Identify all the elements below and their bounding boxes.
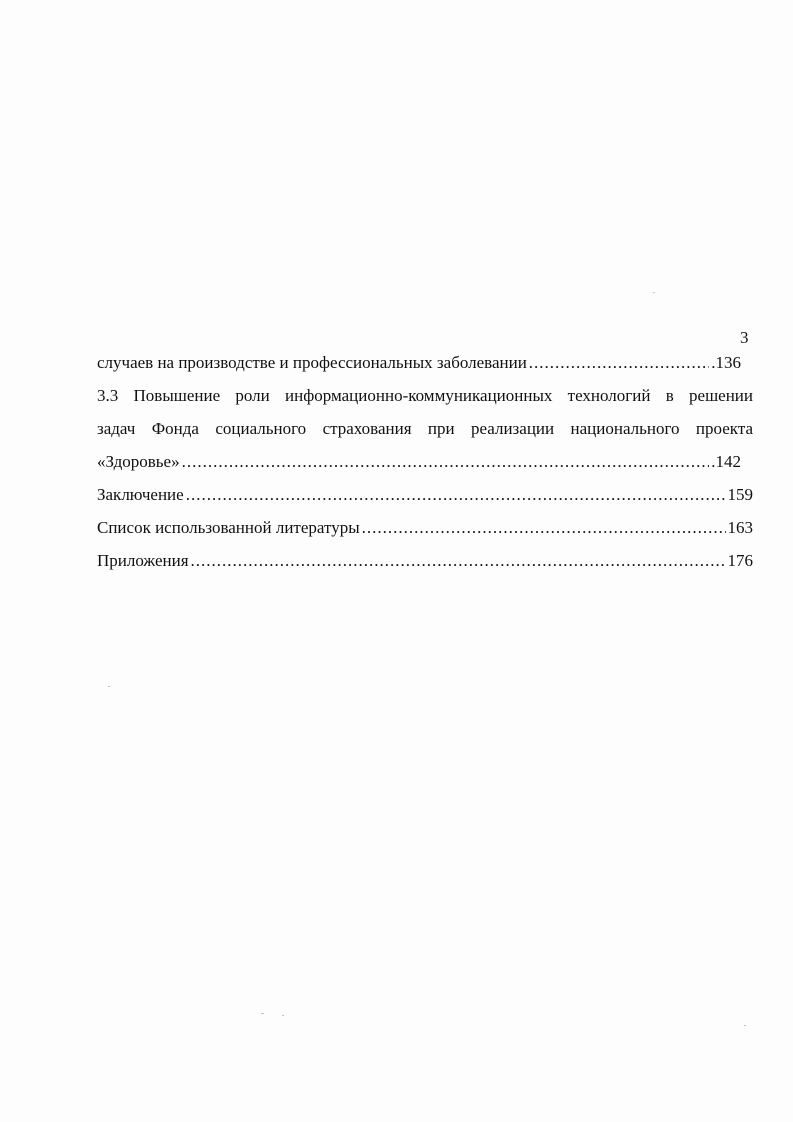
toc-entry-text: Заключение — [97, 485, 184, 504]
table-of-contents — [97, 346, 753, 577]
toc-entry-page: .142 — [711, 452, 741, 471]
toc-leader-dots — [182, 445, 710, 478]
toc-leader-dots — [362, 511, 726, 544]
toc-entry-conclusion — [97, 478, 753, 511]
toc-entry-occupational-diseases — [97, 346, 741, 379]
toc-entry-page: .136 — [711, 353, 741, 372]
scan-speck — [653, 292, 655, 293]
toc-leader-dots — [529, 346, 709, 379]
toc-entry-text: Приложения — [97, 551, 189, 570]
toc-entry-text: «Здоровье» — [97, 452, 180, 471]
toc-entry-ict-line1: 3.3 Повышение роли информационно-коммуникационных технологий в решении — [97, 386, 753, 405]
scan-speck — [261, 1013, 264, 1014]
toc-entry-references — [97, 511, 753, 544]
scan-speck — [744, 1025, 746, 1026]
toc-entry-page: 159 — [727, 485, 753, 504]
toc-entry-appendices — [97, 544, 753, 577]
toc-leader-dots — [186, 478, 726, 511]
toc-entry-page: 176 — [727, 551, 753, 570]
scan-speck — [282, 1015, 284, 1016]
scan-speck — [108, 686, 110, 687]
toc-entry-text: Список использованной литературы — [97, 518, 360, 537]
toc-entry-ict-line3 — [97, 445, 741, 478]
toc-entry-ict-line2: задач Фонда социального страхования при реализации национального проекта — [97, 419, 753, 438]
toc-entry-page: 163 — [727, 518, 753, 537]
toc-leader-dots — [191, 544, 726, 577]
page-number: 3 — [740, 328, 749, 347]
toc-entry-text: случаев на производстве и профессиональных заболевании — [97, 353, 527, 372]
